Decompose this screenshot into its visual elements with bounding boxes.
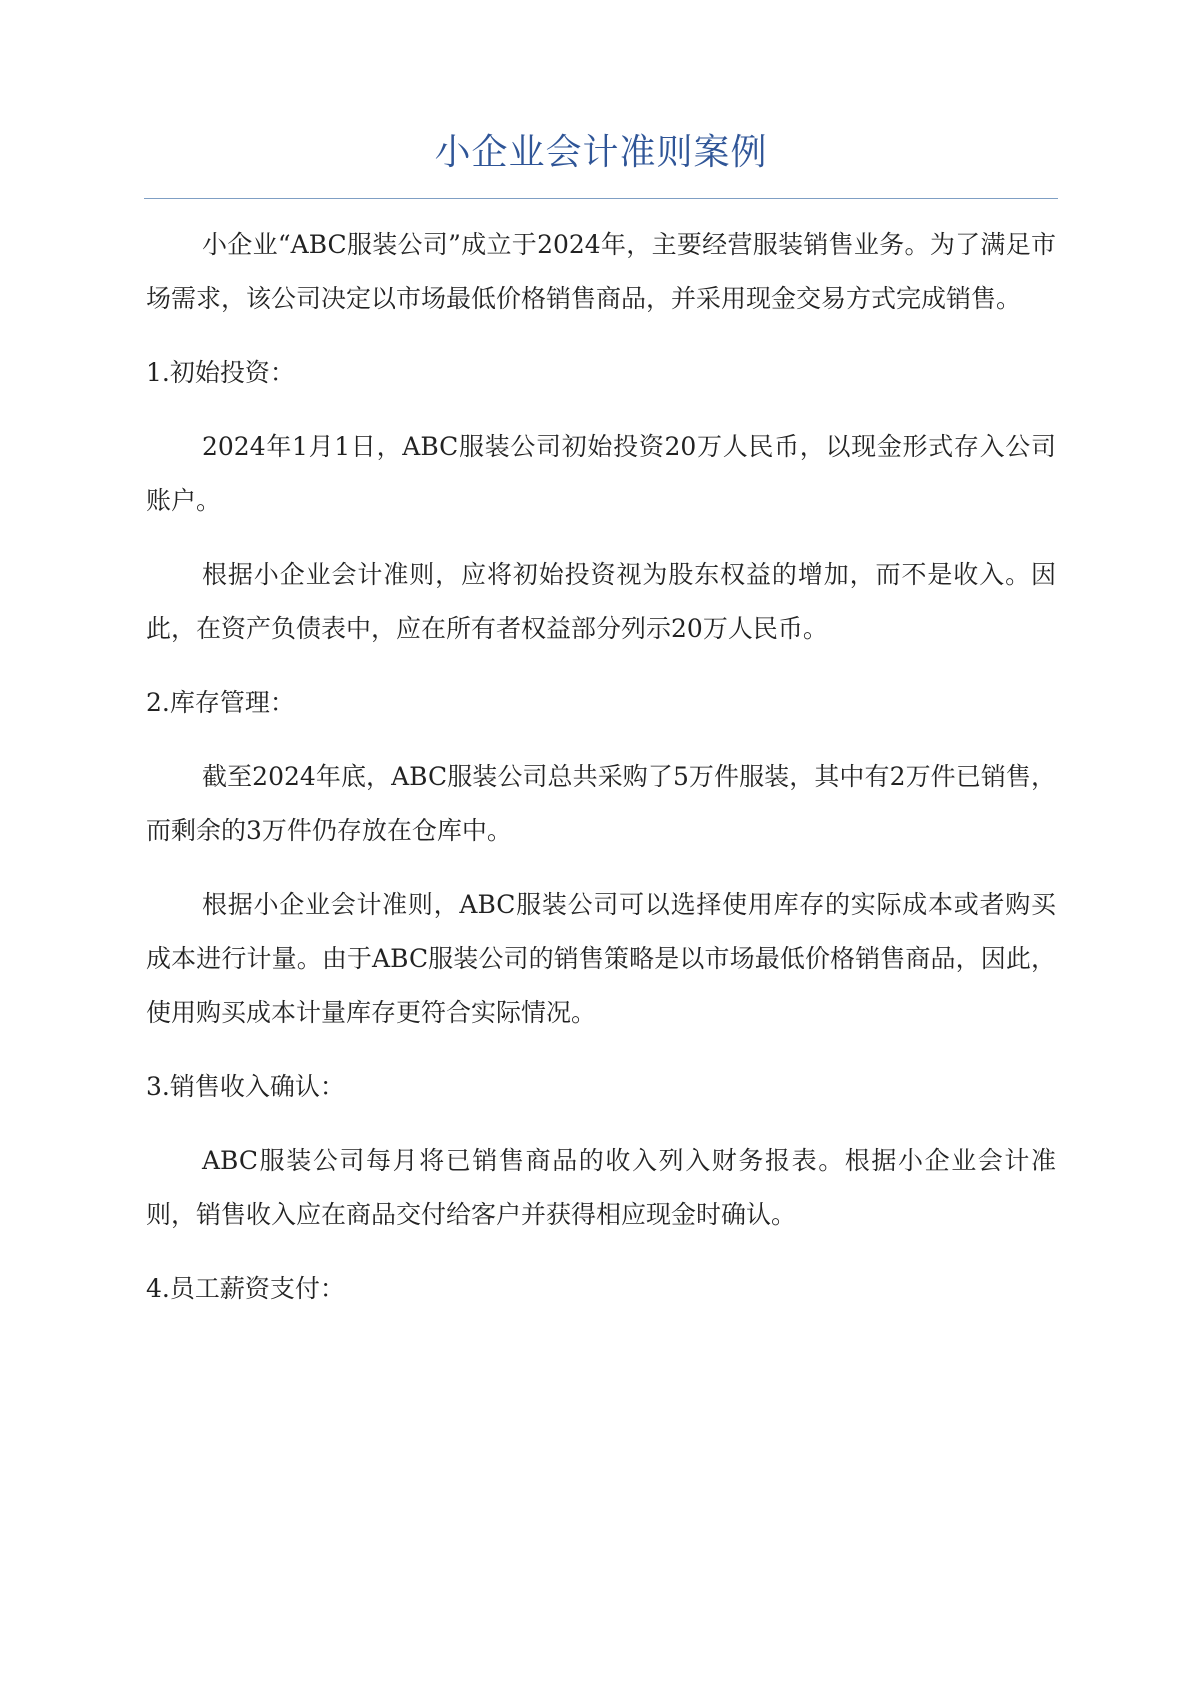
document-title: 小企业会计准则案例 — [434, 132, 768, 173]
section-heading-salary: 4.员工薪资支付： — [146, 1274, 345, 1303]
section-heading-revenue: 3.销售收入确认： — [146, 1072, 345, 1101]
paragraph-initial-investment-1: 2024年1月1日，ABC服装公司初始投资20万人民币，以现金形式存入公司账户。 — [146, 432, 1056, 515]
intro-paragraph: 小企业“ABC服装公司”成立于2024年，主要经营服装销售业务。为了满足市场需求，该公司决定以市场最低价格销售商品，并采用现金交易方式完成销售。 — [146, 230, 1056, 313]
section-heading-inventory: 2.库存管理： — [146, 688, 295, 717]
paragraph-revenue-1: ABC服装公司每月将已销售商品的收入列入财务报表。根据小企业会计准则，销售收入应在商品交付给客户并获得相应现金时确认。 — [146, 1146, 1056, 1229]
paragraph-inventory-1: 截至2024年底，ABC服装公司总共采购了5万件服装，其中有2万件已销售，而剩余的3万件仍存放在仓库中。 — [146, 762, 1056, 845]
document-body — [146, 218, 1056, 1336]
section-heading-initial-investment: 1.初始投资： — [146, 358, 295, 387]
paragraph-initial-investment-2: 根据小企业会计准则，应将初始投资视为股东权益的增加，而不是收入。因此，在资产负债表中，应在所有者权益部分列示20万人民币。 — [146, 560, 1056, 643]
title-divider — [144, 198, 1058, 199]
paragraph-inventory-2: 根据小企业会计准则，ABC服装公司可以选择使用库存的实际成本或者购买成本进行计量。由于ABC服装公司的销售策略是以市场最低价格销售商品，因此，使用购买成本计量库存更符合实际情况。 — [146, 890, 1056, 1027]
